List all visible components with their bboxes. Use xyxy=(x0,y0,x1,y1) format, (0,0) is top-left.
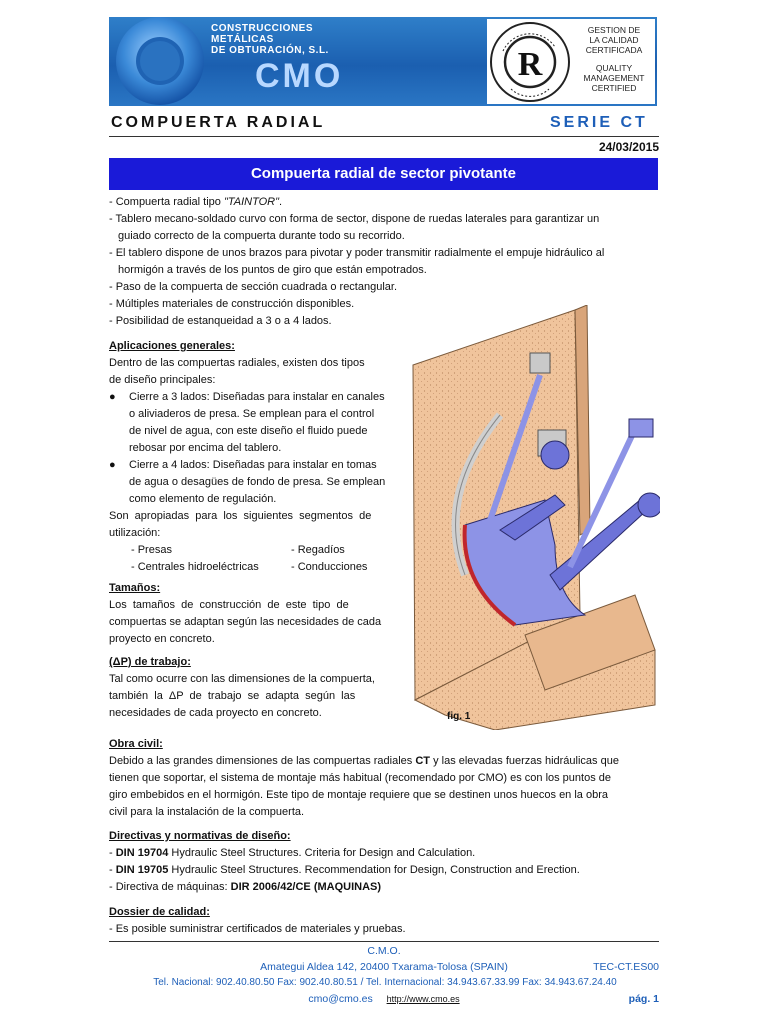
segment-conducciones: - Conducciones xyxy=(291,561,368,573)
footer-address: Amategui Aldea 142, 20400 Txarama-Tolosa (SPAIN) xyxy=(260,961,508,973)
company-line-1: CONSTRUCCIONES xyxy=(211,23,314,34)
obra-line-1-end: y las elevadas fuerzas hidráulicas que xyxy=(430,755,619,767)
cert-es-line-2: LA CALIDAD xyxy=(589,35,639,45)
cert-en-line-1: QUALITY xyxy=(595,63,633,73)
company-name xyxy=(211,23,329,56)
cert-es-line-3: CERTIFICADA xyxy=(585,45,643,55)
directivas-section xyxy=(109,828,661,896)
company-line-3: DE OBTURACIÓN, S.L. xyxy=(211,45,329,56)
bullet-2-line-1: Cierre a 4 lados: Diseñadas para instalar en tomas xyxy=(129,459,377,471)
footer-phones: Tel. Nacional: 902.40.80.50 Fax: 902.40.80.51 / Tel. Internacional: 34.943.67.33.99 Fax: 34.943.67.24.40 xyxy=(153,977,617,988)
cert-text-block xyxy=(575,25,653,93)
intro-item-1-em: "TAINTOR" xyxy=(223,196,280,208)
directiva-1-code: DIN 19704 xyxy=(115,847,169,859)
left-column xyxy=(109,338,397,722)
bullet-2-line-2: de agua o desagües de fondo de presa. Se emplean xyxy=(129,476,386,488)
tamanos-heading: Tamaños: xyxy=(109,582,161,594)
directiva-maquinas xyxy=(109,879,661,896)
intro-item-1-end: . xyxy=(279,196,283,208)
svg-text:R: R xyxy=(517,46,543,83)
intro-item-5: - Múltiples materiales de construcción disponibles. xyxy=(109,298,355,310)
directiva-2-text: Hydraulic Steel Structures. Recommendation for Design, Construction and Erection. xyxy=(168,864,580,876)
intro-item-2a: - Tablero mecano-soldado curvo con forma de sector, dispone de ruedas laterales para garantizar un xyxy=(109,213,600,225)
bullet-2-line-3: como elemento de regulación. xyxy=(129,493,277,505)
cylinder-head xyxy=(629,419,653,437)
obra-line-1 xyxy=(109,753,661,770)
title-divider xyxy=(109,136,659,137)
bullet-dot-icon: ● xyxy=(109,459,116,471)
intro-item-4: - Paso de la compuerta de sección cuadrada o rectangular. xyxy=(109,281,398,293)
intro-item-1-text: - Compuerta radial tipo xyxy=(109,196,224,208)
intro-item-2b: guiado correcto de la compuerta durante todo su recorrido. xyxy=(118,230,405,242)
footer-divider xyxy=(109,941,659,942)
bullet-3-lados xyxy=(109,389,397,457)
directiva-2-dash: - xyxy=(109,864,116,876)
directiva-3-text: - Directiva de máquinas: xyxy=(109,881,231,893)
cylinder-mount-plate xyxy=(530,353,550,373)
presion-line-1: Tal como ocurre con las dimensiones de la compuerta, xyxy=(109,673,375,685)
directiva-1-text: Hydraulic Steel Structures. Criteria for Design and Calculation. xyxy=(168,847,476,859)
segment-regadios: - Regadíos xyxy=(291,544,345,556)
obra-line-4: civil para la instalación de la compuerta. xyxy=(109,806,305,818)
series-title: SERIE CT xyxy=(550,114,648,131)
obra-line-1-text: Debido a las grandes dimensiones de las compuertas radiales xyxy=(109,755,416,767)
segment-presas: - Presas xyxy=(131,544,172,556)
obra-line-2: tienen que soportar, el sistema de montaje más habitual (recomendado por CMO) es con los puntos de xyxy=(109,772,611,784)
cert-en-line-3: CERTIFIED xyxy=(591,83,637,93)
dossier-section xyxy=(109,904,661,938)
presion-line-2: también la ΔP de trabajo se adapta según las xyxy=(109,690,356,702)
footer-company: C.M.O. xyxy=(367,945,401,957)
bullet-4-lados xyxy=(109,457,397,508)
tamanos-line-3: proyecto en concreto. xyxy=(109,633,215,645)
cert-es-line-1: GESTION DE xyxy=(587,25,641,35)
obra-line-1-bold: CT xyxy=(415,755,431,767)
segments-grid xyxy=(109,542,397,576)
tamanos-line-2: compuertas se adaptan según las necesidades de cada xyxy=(109,616,382,628)
lloyds-register-seal-icon xyxy=(489,21,571,103)
obra-heading: Obra civil: xyxy=(109,738,163,750)
bullet-1-line-2: o aliviaderos de presa. Se emplean para el control xyxy=(129,408,375,420)
footer-page-number: pág. 1 xyxy=(628,993,659,1005)
directiva-3-code: DIR 2006/42/CE (MAQUINAS) xyxy=(230,881,382,893)
aplicaciones-p1-line-1: Dentro de las compuertas radiales, existen dos tipos xyxy=(109,357,365,369)
directiva-din-19704 xyxy=(109,845,661,862)
obra-line-3: giro embebidos en el hormigón. Este tipo de montaje requiere que se destinen unos huecos en la obra xyxy=(109,789,608,801)
document-title: COMPUERTA RADIAL xyxy=(111,114,326,131)
cert-en-line-2: MANAGEMENT xyxy=(583,73,645,83)
company-line-2: METÁLICAS xyxy=(211,34,274,45)
radial-gate-illustration xyxy=(405,305,660,730)
pivot-hub-2 xyxy=(638,493,660,517)
intro-item-6: - Posibilidad de estanqueidad a 3 o a 4 lados. xyxy=(109,315,332,327)
footer-email[interactable]: cmo@cmo.es xyxy=(308,993,373,1005)
footer-doc-code: TEC-CT.ES00 xyxy=(593,961,659,973)
cmo-logo-word: CMO xyxy=(255,57,344,95)
dossier-heading: Dossier de calidad: xyxy=(109,906,210,918)
tamanos-line-1: Los tamaños de construcción de este tipo de xyxy=(109,599,349,611)
document-date: 24/03/2015 xyxy=(598,140,659,154)
aplicaciones-heading: Aplicaciones generales: xyxy=(109,340,235,352)
pivot-hub-1 xyxy=(541,441,569,469)
intro-item-1 xyxy=(109,194,659,211)
directiva-2-code: DIN 19705 xyxy=(115,864,169,876)
bullet-1-line-1: Cierre a 3 lados: Diseñadas para instalar en canales xyxy=(129,391,385,403)
directivas-heading: Directivas y normativas de diseño: xyxy=(109,830,291,842)
quality-certification xyxy=(487,19,655,104)
presion-line-3: necesidades de cada proyecto en concreto. xyxy=(109,707,322,719)
presion-heading: (ΔP) de trabajo: xyxy=(109,656,191,668)
directiva-din-19705 xyxy=(109,862,661,879)
footer-website-link[interactable]: http://www.cmo.es xyxy=(386,994,460,1004)
obra-civil-section xyxy=(109,736,661,821)
bullet-1-line-3: de nivel de agua, con este diseño el fluido puede xyxy=(129,425,368,437)
segment-centrales: - Centrales hidroeléctricas xyxy=(131,561,259,573)
bullet-dot-icon: ● xyxy=(109,391,116,403)
aplicaciones-p2-line-1: Son apropiadas para los siguientes segmentos de xyxy=(109,510,372,522)
intro-item-3a: - El tablero dispone de unos brazos para pivotar y poder transmitir radialmente el empuje hidráulico al xyxy=(109,247,605,259)
intro-item-3b: hormigón a través de los puntos de giro que están empotrados. xyxy=(118,264,427,276)
section-banner: Compuerta radial de sector pivotante xyxy=(109,158,658,190)
cmo-emblem-icon xyxy=(109,17,215,106)
aplicaciones-p2-line-2: utilización: xyxy=(109,527,161,539)
figure-caption: fig. 1 xyxy=(447,711,471,722)
directiva-1-dash: - xyxy=(109,847,116,859)
aplicaciones-p1-line-2: de diseño principales: xyxy=(109,374,216,386)
dossier-line: - Es posible suministrar certificados de materiales y pruebas. xyxy=(109,923,406,935)
bullet-1-line-4: rebosar por encima del tablero. xyxy=(129,442,282,454)
